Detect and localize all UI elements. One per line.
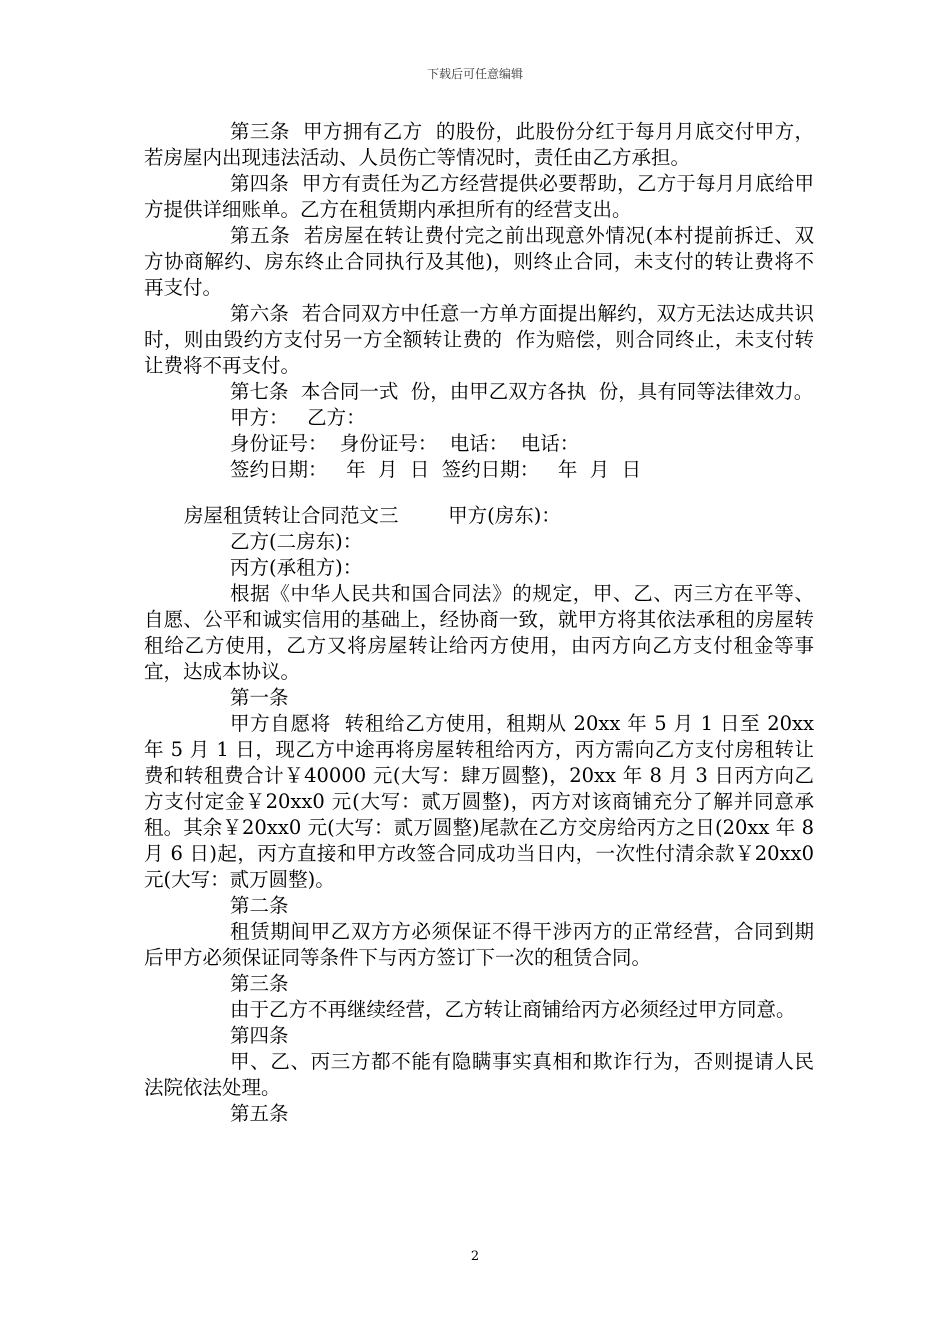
article-2-heading: 第二条 xyxy=(230,894,289,917)
page-header: 下载后可任意编辑 xyxy=(426,67,523,81)
article-5-heading: 第五条 xyxy=(230,1102,289,1125)
article-1-body: 甲方自愿将 转租给乙方使用，租期从 20xx 年 5 月 1 日至 20xx 年 5 月 1 日，现乙方中途再将房屋转租给丙方，丙方需向乙方支付房租转让费和转租费合计￥40000 元(大写：肆万圆整)，20xx 年 8 月 3 日丙方向乙方支付定金￥20xx0 元(大写：贰万圆整)，丙方对该商铺充分了解并同意承租。其余￥20xx0 元(大写：贰万圆整)尾款在乙方交房给丙方之日(20xx 年 8 月 6 日)起，丙方直接和甲方改签合同成功当日内，一次性付清余款￥20xx0 元(大写：贰万圆整)。 xyxy=(144,712,821,891)
clause-6-paragraph: 第六条 若合同双方中任意一方单方面提出解约，双方无法达成共识时，则由毁约方支付另一方全额转让费的 作为赔偿，则合同终止，未支付转让费将不再支付。 xyxy=(144,302,814,377)
signature-id-line: 身份证号： 身份证号： 电话： 电话： xyxy=(230,432,580,455)
clause-5-paragraph: 第五条 若房屋在转让费付完之前出现意外情况(本村提前拆迁、双方协商解约、房东终止合同执行及其他)，则终止合同，未支付的转让费将不再支付。 xyxy=(144,224,814,299)
clause-3-paragraph: 第三条 甲方拥有乙方 的股份，此股份分红于每月月底交付甲方，若房屋内出现违法活动、人员伤亡等情况时，责任由乙方承担。 xyxy=(144,120,814,169)
article-4-heading: 第四条 xyxy=(230,1024,289,1047)
article-4-body: 甲、乙、丙三方都不能有隐瞒事实真相和欺诈行为，否则提请人民法院依法处理。 xyxy=(144,1050,814,1099)
party-c-line: 丙方(承租方)： xyxy=(230,556,363,579)
document-body xyxy=(144,119,821,1127)
article-3-heading: 第三条 xyxy=(230,972,289,995)
party-b-line: 乙方(二房东)： xyxy=(230,530,363,553)
clause-7-paragraph: 第七条 本合同一式 份，由甲乙双方各执 份，具有同等法律效力。 xyxy=(230,380,814,403)
section-title-line: 房屋租赁转让合同范文三 甲方(房东)： xyxy=(184,504,561,527)
signature-date-line: 签约日期： 年 月 日 签约日期： 年 月 日 xyxy=(230,458,642,481)
article-1-heading: 第一条 xyxy=(230,686,289,709)
clause-4-paragraph: 第四条 甲方有责任为乙方经营提供必要帮助，乙方于每月月底给甲方提供详细账单。乙方在租赁期内承担所有的经营支出。 xyxy=(144,172,814,221)
page-number: 2 xyxy=(470,1249,480,1264)
article-2-body: 租赁期间甲乙双方方必须保证不得干涉丙方的正常经营，合同到期后甲方必须保证同等条件下与丙方签订下一次的租赁合同。 xyxy=(144,920,814,969)
signature-party-line: 甲方： 乙方： xyxy=(230,406,366,429)
article-3-body: 由于乙方不再继续经营，乙方转让商铺给丙方必须经过甲方同意。 xyxy=(230,998,796,1021)
preamble-paragraph: 根据《中华人民共和国合同法》的规定，甲、乙、丙三方在平等、自愿、公平和诚实信用的基础上，经协商一致，就甲方将其依法承租的房屋转租给乙方使用，乙方又将房屋转让给丙方使用，由丙方向乙方支付租金等事宜，达成本协议。 xyxy=(144,582,814,683)
